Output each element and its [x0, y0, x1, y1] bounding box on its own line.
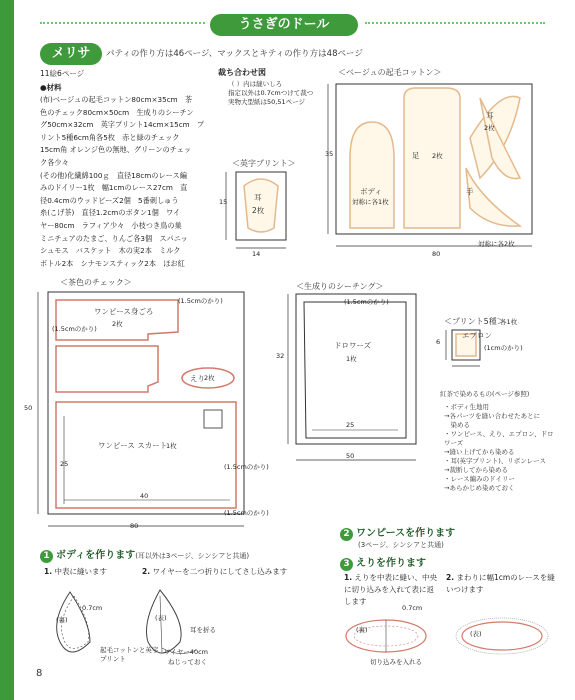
sheeting-seam: (1.5cmのかり) [344, 298, 389, 306]
check-inner-width: 40 [140, 492, 149, 500]
materials-line: (布)ベージュの起毛コットン80cm×35cm 茶 [40, 95, 193, 104]
tea-dye-item: →あらかじめ染めておく [444, 484, 515, 492]
step2-heading [340, 524, 455, 541]
sheeting-piece-count: 1枚 [346, 355, 357, 363]
print-seam: (1cmのかり) [484, 344, 523, 352]
check-skirt-label: ワンピース スカート [98, 441, 168, 450]
sidebar-stripe [0, 0, 14, 700]
print-subtitle: 各1枚 [500, 318, 518, 326]
eng-height: 15 [219, 198, 228, 206]
materials-line: リント5種6cm角各5枚 赤と緑のチェック [40, 132, 180, 142]
materials-line: 15cm角 オレンジ色の無地、グリーンのチェッ [40, 145, 192, 155]
beige-leg-label: 足 [412, 151, 420, 160]
materials-line: 色のチェック80cm×50cm 生成りのシーチン [40, 107, 194, 117]
beige-ear-label: 耳 [486, 111, 494, 120]
step1-label-wire: ワイヤー40cm [164, 648, 208, 656]
materials-line: 糸(こげ茶) 直径1.2cmのボタン1個 ワイ [40, 208, 181, 218]
step3-label-cut: 切り込みを入れる [370, 658, 422, 666]
check-seam-2: (1.5cmのかり) [52, 325, 97, 333]
header-decoration-right [365, 22, 545, 30]
tea-dye-item: ・ワンピース、えり、エプロン、ドロワーズ [444, 430, 554, 447]
beige-height: 35 [325, 150, 334, 158]
check-bodice-count: 2枚 [112, 320, 123, 328]
step1-label-front: (表) [155, 614, 167, 622]
check-seam-4: (1.5cmのかり) [224, 509, 269, 517]
materials-line: (その他)化繊綿100ｇ 直径18cmのレース編 [40, 170, 187, 180]
step1-sub2-num: 2. [142, 567, 151, 576]
materials-line: ヤー80cm ラフィア少々 小枝つき鳥の巣 [40, 220, 182, 230]
step3-label-front: (表) [470, 630, 482, 638]
tea-dye-item: →縫い上げてから染める [444, 448, 515, 456]
materials-line: シュモス バスケット 木の実2本 ミルク [40, 246, 181, 256]
beige-body-count: 対称に各1枚 [352, 198, 389, 206]
tea-dye-item: →各パーツを縫い合わせたあとに [444, 412, 541, 420]
doll-name-badge: メリサ [40, 43, 102, 65]
step1-title: ボディを作ります [56, 550, 136, 561]
beige-width: 80 [432, 250, 441, 258]
check-collar-count: 2枚 [204, 374, 215, 382]
layout-note: 指定以外は0.7cmつけて裁つ [228, 89, 314, 97]
materials-line: ミニチュアのたまご、りんご各3個 スパニッ [40, 233, 188, 243]
beige-leg-count: 2枚 [432, 152, 443, 160]
step1-sub1 [44, 566, 107, 578]
step3-number: 3 [340, 558, 353, 571]
materials-list [40, 94, 210, 270]
print-title: ＜プリント5種＞ [444, 317, 505, 326]
step3-sub1 [344, 572, 440, 608]
check-seam-3: (1.5cmのかり) [224, 463, 269, 471]
tea-dye-title: 紅茶で染めるもの(ページ参照) [440, 390, 530, 398]
step3-sub2-text: まわりに幅1cmのレースを縫いつけます [446, 573, 555, 594]
sheeting-layout-diagram [282, 290, 422, 476]
step1-sub1-text: 中表に縫います [54, 567, 107, 576]
step3-sub1-num: 1. [344, 573, 353, 582]
step3-title: えりを作ります [356, 558, 426, 569]
step2-title: ワンピースを作ります [356, 528, 456, 539]
step1-label-fabric: 起毛コットンと英字プリント [100, 646, 159, 663]
step1-label-seam: 0.7cm [82, 604, 103, 612]
materials-line: グ50cm×32cm 英字プリント14cm×15cm プ [40, 120, 205, 130]
beige-hand-count: 対称に各2枚 [478, 240, 515, 248]
print-piece-label: エプロン [462, 331, 492, 340]
step1-label-twist: ねじっておく [168, 658, 207, 666]
check-seam-1: (1.5cmのかり) [178, 297, 223, 305]
layout-notes [228, 80, 313, 107]
step1-label-fold: 耳を折る [190, 626, 216, 634]
beige-ear-count: 2枚 [484, 124, 495, 132]
sheeting-title: ＜生成りのシーチング＞ [296, 282, 384, 291]
tea-dye-item: 染める [444, 421, 470, 429]
step3-sub2-num: 2. [446, 573, 455, 582]
step3-sub1-text: えりを中表に縫い、中央に切り込みを入れて表に返します [344, 573, 437, 606]
check-width: 80 [130, 522, 139, 530]
layout-note: 実物大型紙は50,51ページ [228, 98, 305, 106]
sheeting-inner: 25 [346, 421, 355, 429]
intro-note: パティの作り方は46ページ、マックスとキティの作り方は48ページ [106, 49, 363, 59]
eng-width: 14 [252, 250, 261, 258]
beige-hand-label: 手 [466, 187, 474, 196]
step1-sub2-text: ワイヤーを二つ折りにしてさし込みます [152, 567, 288, 576]
materials-line: みのドイリー1枚 幅1cmのレース27cm 直 [40, 183, 188, 193]
step1-heading [40, 546, 249, 563]
sheeting-width: 50 [346, 452, 355, 460]
step3-label-seam: 0.7cm [402, 604, 423, 612]
eng-piece-count: 2枚 [252, 206, 265, 215]
sheeting-piece-label: ドロワーズ [334, 341, 372, 350]
print-dim: 6 [436, 338, 441, 346]
page-title: うさぎのドール [210, 14, 358, 36]
step3-sub2 [446, 572, 562, 596]
tea-dye-item: ・ボディ生地用 [444, 403, 489, 411]
tea-dye-item: ・レース編みのドイリー [444, 475, 515, 483]
step1-number: 1 [40, 550, 53, 563]
check-title: ＜茶色のチェック＞ [60, 278, 132, 287]
page-number: 8 [36, 668, 43, 679]
step1-label-face: (裏) [56, 616, 68, 624]
step2-note: (3ページ、シンシアと共通) [358, 541, 444, 549]
eng-print-title: ＜英字プリント＞ [232, 159, 296, 168]
step2-number: 2 [340, 528, 353, 541]
size-reference: 11絵6ページ [40, 69, 85, 78]
tea-dye-item: ・耳(英字プリント)、リボンレース [444, 457, 546, 465]
step1-sub1-num: 1. [44, 567, 53, 576]
header-decoration-left [40, 22, 205, 30]
step1-sub2 [142, 566, 287, 578]
check-height: 50 [24, 404, 33, 412]
check-bodice-label: ワンピース身ごろ [94, 307, 154, 316]
beige-title: ＜ベージュの起毛コットン＞ [338, 68, 442, 77]
materials-heading: ●材料 [40, 83, 62, 92]
step1-note: (耳以外は3ページ、シンシアと共通) [135, 552, 250, 560]
layout-title: 裁ち合わせ図 [218, 68, 266, 77]
tea-dye-item: →裁断してから染める [444, 466, 508, 474]
step3-label-back: (裏) [356, 626, 368, 634]
check-collar-label: えり [190, 374, 205, 383]
sheeting-height: 32 [276, 352, 285, 360]
layout-note: （ ）内は縫いしろ [228, 80, 283, 88]
materials-line: 径0.4cmのウッドビーズ2個 5番刺しゅう [40, 195, 179, 205]
beige-body-label: ボディ [360, 187, 382, 196]
check-skirt-count: 1枚 [166, 442, 177, 450]
step3-heading [340, 554, 426, 571]
check-inner-height: 25 [60, 460, 69, 468]
eng-piece-label: 耳 [254, 193, 262, 202]
tea-dye-list [444, 403, 559, 493]
materials-line: ク各少々 [40, 157, 69, 167]
materials-line: ボトル2本 シナモンスティック2本 ほお紅 [40, 258, 185, 268]
